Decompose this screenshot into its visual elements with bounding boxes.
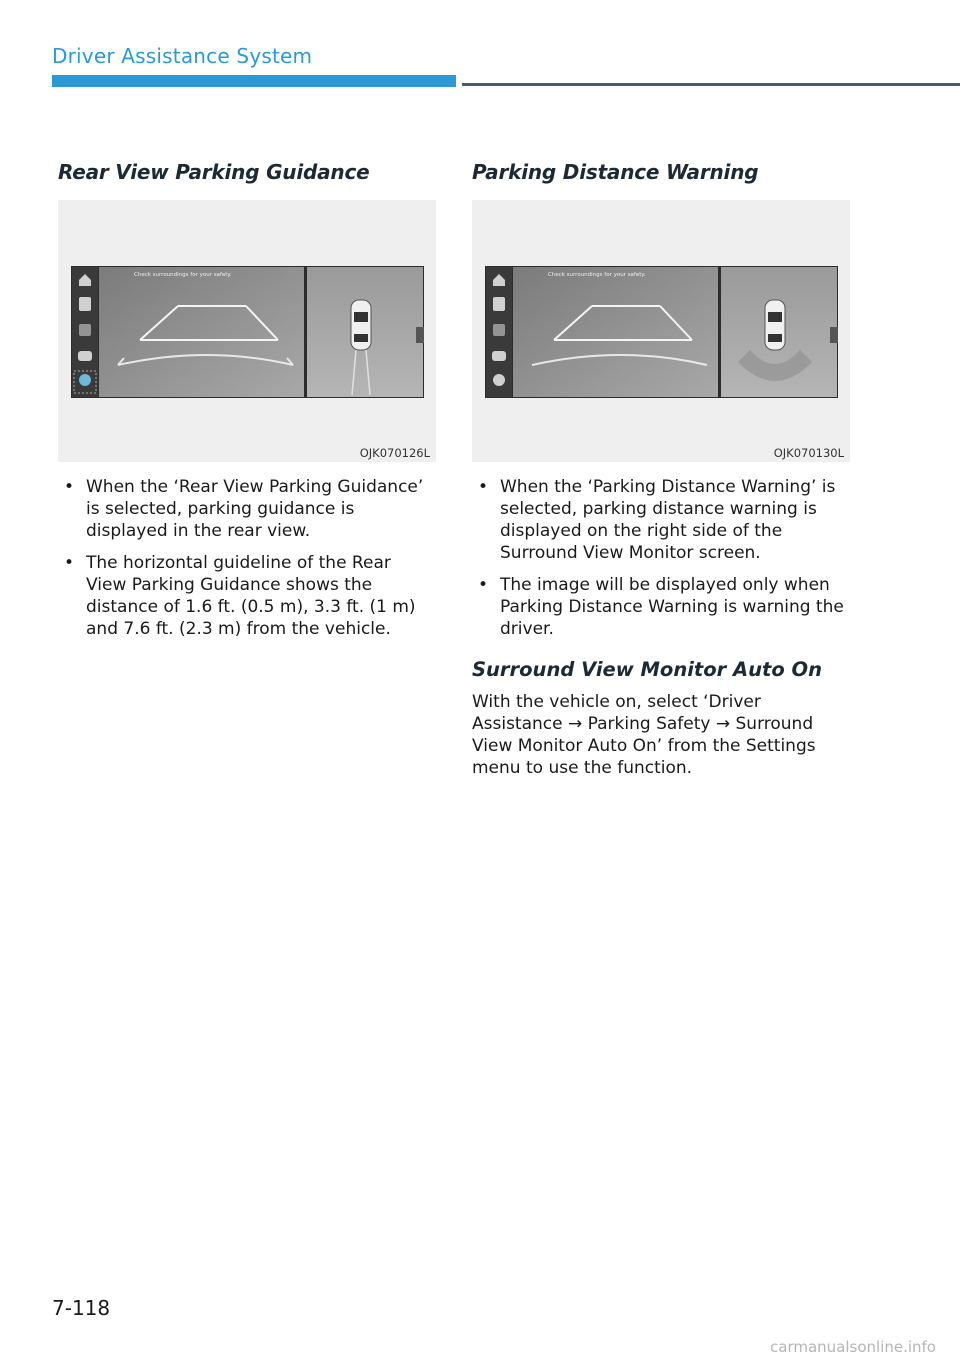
rear-view-figure [58, 200, 436, 462]
right-column [472, 160, 850, 779]
svg-text:Check surroundings for your sa: Check surroundings for your safety. [134, 272, 232, 278]
page-number: 7-118 [52, 1296, 111, 1320]
parking-distance-bullets [472, 476, 850, 640]
camera-front-icon [79, 297, 91, 311]
list-item: • When the ‘Rear View Parking Guidance’ is selected, parking guidance is displayed in the rear view. [58, 476, 436, 542]
rear-view-bullets [58, 476, 436, 640]
rear-view-screen-illustration [58, 200, 436, 462]
auto-on-paragraph: With the vehicle on, select ‘Driver Assistance → Parking Safety → Surround View Monitor Auto On’ from the Settings menu to use the function. [472, 692, 816, 778]
list-item: • When the ‘Parking Distance Warning’ is selected, parking distance warning is displayed on the right side of the Surround View Monitor screen. [472, 476, 850, 564]
figure-code: OJK070130L [773, 446, 844, 460]
auto-on-heading: Surround View Monitor Auto On [472, 658, 822, 681]
header-accent-bar [52, 75, 456, 87]
watermark: carmanualsonline.info [770, 1338, 936, 1356]
header-rule [462, 83, 960, 86]
camera-side-icon [79, 324, 91, 336]
car-view-icon [78, 351, 92, 361]
gear-icon [493, 374, 505, 386]
camera-side-icon [493, 324, 505, 336]
list-item: • The horizontal guideline of the Rear View Parking Guidance shows the distance of 1.6 ft. (0.5 m), 3.3 ft. (1 m) and 7.6 ft. (2.3 m) from the vehicle. [58, 552, 436, 640]
car-view-icon [492, 351, 506, 361]
car-top-view-icon [765, 300, 785, 350]
figure-code: OJK070126L [359, 446, 430, 460]
svg-text:Check surroundings for your sa: Check surroundings for your safety. [548, 272, 646, 278]
list-item: • The image will be displayed only when Parking Distance Warning is warning the driver. [472, 574, 850, 640]
parking-guidance-icon [79, 374, 91, 386]
parking-distance-heading: Parking Distance Warning [472, 160, 759, 184]
parking-distance-figure [472, 200, 850, 462]
header-section-title: Driver Assistance System [52, 44, 313, 68]
camera-front-icon [493, 297, 505, 311]
left-column [58, 160, 436, 650]
parking-distance-screen-illustration [472, 200, 850, 462]
rear-view-heading: Rear View Parking Guidance [58, 160, 370, 184]
